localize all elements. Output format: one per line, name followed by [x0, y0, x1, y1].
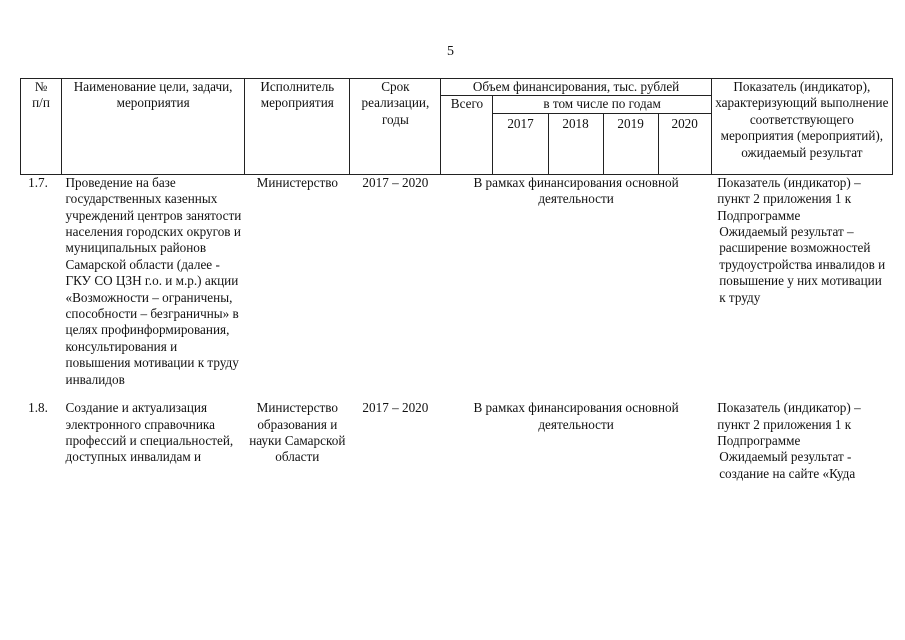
- row-term: 2017 – 2020: [362, 174, 429, 190]
- row-indicator: [711, 400, 892, 482]
- header-year: 2019: [603, 113, 658, 174]
- header-total: Всего: [441, 96, 493, 174]
- row-num: 1.7.: [28, 174, 48, 190]
- header-term: Срок реализации, годы: [350, 79, 441, 175]
- row-indicator-text: Показатель (индикатор) – пункт 2 приложения 1 к Подпрограмме: [717, 174, 861, 223]
- row-expected-result: Ожидаемый результат - создание на сайте «Куда: [719, 449, 856, 481]
- header-num: № п/п: [21, 79, 62, 175]
- row-num: 1.8.: [28, 400, 48, 416]
- header-name: Наименование цели, задачи, мероприятия: [62, 79, 245, 175]
- header-year: 2017: [493, 113, 548, 174]
- row-financing: В рамках финансирования основной деятельности: [473, 400, 679, 432]
- row-executor: Министерство образования и науки Самарской области: [249, 400, 346, 465]
- row-name: Создание и актуализация электронного справочника профессий и специальностей, доступных инвалидам и: [65, 400, 234, 465]
- header-year: 2018: [548, 113, 603, 174]
- row-indicator: [711, 174, 892, 388]
- table-row: [21, 174, 893, 388]
- table-header: [21, 79, 893, 175]
- header-financing: Объем финансирования, тыс. рублей: [441, 79, 711, 96]
- row-indicator-text: Показатель (индикатор) – пункт 2 приложения 1 к Подпрограмме: [717, 400, 861, 448]
- header-by-years: в том числе по годам: [493, 96, 711, 113]
- table-row: [21, 400, 893, 482]
- row-term: 2017 – 2020: [362, 400, 429, 416]
- header-year: 2020: [658, 113, 711, 174]
- row-financing: В рамках финансирования основной деятельности: [473, 174, 679, 207]
- header-indicator: Показатель (индикатор), характеризующий выполнение соответствующего мероприятия (мероприятий), ожидаемый результат: [711, 79, 892, 175]
- row-name: Проведение на базе государственных казенных учреждений центров занятости населения городских округов и муниципальных районов Самарской области (далее - ГКУ СО ЦЗН г.о. и м.р.) акции «Возможности – ограничены, способности – безграничны» в целях профинформирования, консультирования и повышения мотивации к труду инвалидов: [65, 174, 242, 387]
- header-executor: Исполнитель мероприятия: [245, 79, 350, 175]
- page-number: 5: [447, 44, 454, 59]
- row-spacer: [21, 388, 893, 400]
- row-expected-result: Ожидаемый результат – расширение возможностей трудоустройства инвалидов и повышение у них мотивации к труду: [719, 224, 886, 305]
- measures-table: [20, 78, 893, 482]
- row-executor: Министерство: [256, 174, 338, 190]
